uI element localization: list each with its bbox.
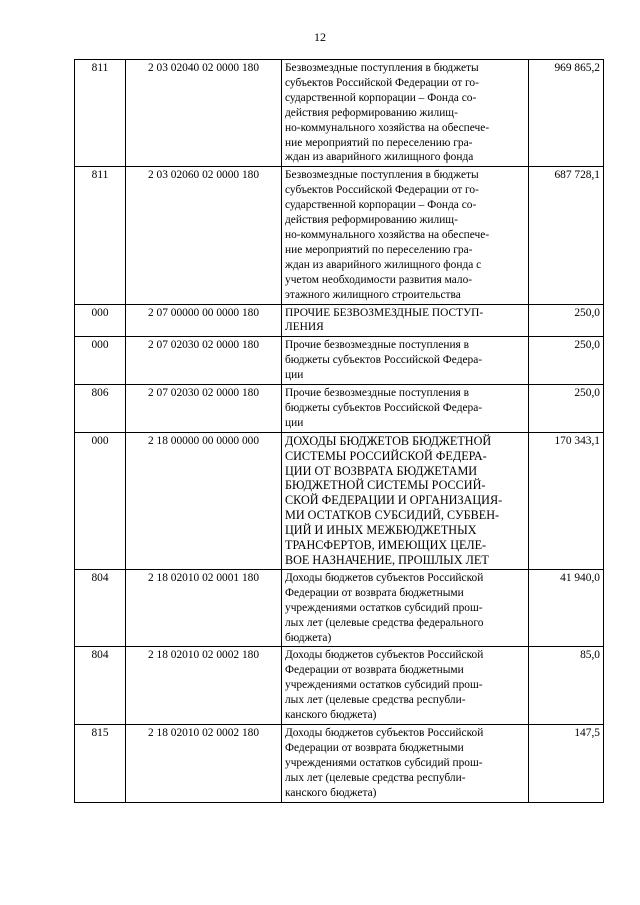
description-line: Безвозмездные поступления в бюджеты bbox=[285, 169, 479, 182]
revenue-description-cell bbox=[282, 569, 529, 647]
amount-cell: 250,0 bbox=[529, 385, 604, 433]
classification-code-cell: 2 18 02010 02 0002 180 bbox=[126, 647, 282, 725]
amount-cell: 147,5 bbox=[529, 724, 604, 802]
description-line: субъектов Российской Федерации от го- bbox=[285, 184, 479, 197]
table-row bbox=[75, 304, 604, 337]
description-line: учреждениями остатков субсидий прош- bbox=[285, 601, 483, 614]
classification-code-cell: 2 18 02010 02 0002 180 bbox=[126, 724, 282, 802]
admin-code-cell: 804 bbox=[75, 569, 126, 647]
classification-code-cell: 2 18 02010 02 0001 180 bbox=[126, 569, 282, 647]
description-line: учреждениями остатков субсидий прош- bbox=[285, 756, 483, 769]
description-line: действия реформированию жилищ- bbox=[285, 106, 458, 119]
description-line: Безвозмездные поступления в бюджеты bbox=[285, 62, 479, 74]
amount-cell: 687 728,1 bbox=[529, 167, 604, 304]
revenue-description-cell bbox=[282, 432, 529, 569]
revenue-description-cell bbox=[282, 724, 529, 802]
description-line: ние мероприятий по переселению гра- bbox=[285, 243, 473, 256]
description-line: канского бюджета) bbox=[285, 786, 377, 799]
description-line: но-коммунального хозяйства на обеспече- bbox=[285, 121, 490, 134]
revenue-description-cell bbox=[282, 385, 529, 433]
description-line: учреждениями остатков субсидий прош- bbox=[285, 679, 483, 692]
admin-code-cell: 815 bbox=[75, 724, 126, 802]
description-line: бюджеты субъектов Российской Федера- bbox=[285, 354, 483, 367]
description-line: действия реформированию жилищ- bbox=[285, 214, 458, 227]
description-line: ВОЕ НАЗНАЧЕНИЕ, ПРОШЛЫХ ЛЕТ bbox=[285, 553, 489, 567]
admin-code-cell: 811 bbox=[75, 167, 126, 304]
amount-cell: 85,0 bbox=[529, 647, 604, 725]
description-line: ждан из аварийного жилищного фонда с bbox=[285, 258, 482, 271]
classification-code-cell: 2 03 02060 02 0000 180 bbox=[126, 167, 282, 304]
amount-cell: 250,0 bbox=[529, 304, 604, 337]
description-line: субъектов Российской Федерации от го- bbox=[285, 76, 479, 89]
table-row bbox=[75, 60, 604, 167]
description-line: учетом необходимости развития мало- bbox=[285, 273, 473, 286]
admin-code-cell: 000 bbox=[75, 432, 126, 569]
description-line: ждан из аварийного жилищного фонда bbox=[285, 151, 474, 164]
description-line: этажного жилищного строительства bbox=[285, 288, 461, 301]
revenue-description-cell bbox=[282, 167, 529, 304]
table-row bbox=[75, 569, 604, 647]
description-line: СКОЙ ФЕДЕРАЦИИ И ОРГАНИЗАЦИЯ- bbox=[285, 493, 503, 508]
description-line: Доходы бюджетов субъектов Российской bbox=[285, 571, 484, 584]
admin-code-cell: 811 bbox=[75, 60, 126, 167]
description-line: ние мероприятий по переселению гра- bbox=[285, 136, 473, 149]
description-line: лых лет (целевые средства республи- bbox=[285, 694, 466, 707]
description-line: лых лет (целевые средства федерального bbox=[285, 616, 484, 629]
admin-code-cell: 806 bbox=[75, 385, 126, 433]
table-row bbox=[75, 337, 604, 385]
description-line: ЦИЙ И ИНЫХ МЕЖБЮДЖЕТНЫХ bbox=[285, 523, 477, 538]
description-line: лых лет (целевые средства республи- bbox=[285, 771, 466, 784]
table-row bbox=[75, 647, 604, 725]
description-line: Доходы бюджетов субъектов Российской bbox=[285, 649, 484, 662]
description-line: ТРАНСФЕРТОВ, ИМЕЮЩИХ ЦЕЛЕ- bbox=[285, 538, 487, 553]
classification-code-cell: 2 07 02030 02 0000 180 bbox=[126, 337, 282, 385]
description-line: бюджета) bbox=[285, 631, 332, 644]
description-line: Прочие безвозмездные поступления в bbox=[285, 339, 470, 352]
description-line: ции bbox=[285, 416, 304, 429]
amount-cell: 41 940,0 bbox=[529, 569, 604, 647]
amount-cell: 250,0 bbox=[529, 337, 604, 385]
description-line: бюджеты субъектов Российской Федера- bbox=[285, 401, 483, 414]
description-line: СИСТЕМЫ РОССИЙСКОЙ ФЕДЕРА- bbox=[285, 448, 487, 463]
description-line: но-коммунального хозяйства на обеспече- bbox=[285, 228, 490, 241]
description-line: ЦИИ ОТ ВОЗВРАТА БЮДЖЕТАМИ bbox=[285, 463, 478, 478]
table-row bbox=[75, 385, 604, 433]
description-line: Прочие безвозмездные поступления в bbox=[285, 387, 470, 400]
table-body bbox=[75, 60, 604, 803]
budget-revenue-table bbox=[74, 59, 604, 803]
description-line: Доходы бюджетов субъектов Российской bbox=[285, 726, 484, 739]
description-line: Федерации от возврата бюджетными bbox=[285, 741, 464, 754]
table-row bbox=[75, 432, 604, 569]
admin-code-cell: 000 bbox=[75, 304, 126, 337]
classification-code-cell: 2 03 02040 02 0000 180 bbox=[126, 60, 282, 167]
table-row bbox=[75, 724, 604, 802]
description-line: Федерации от возврата бюджетными bbox=[285, 586, 464, 599]
revenue-description-cell bbox=[282, 60, 529, 167]
classification-code-cell: 2 07 00000 00 0000 180 bbox=[126, 304, 282, 337]
description-line: БЮДЖЕТНОЙ СИСТЕМЫ РОССИЙ- bbox=[285, 478, 486, 493]
description-line: канского бюджета) bbox=[285, 709, 377, 722]
amount-cell: 969 865,2 bbox=[529, 60, 604, 167]
page-number: 12 bbox=[314, 30, 326, 44]
description-line: ции bbox=[285, 369, 304, 382]
revenue-description-cell bbox=[282, 647, 529, 725]
classification-code-cell: 2 07 02030 02 0000 180 bbox=[126, 385, 282, 433]
classification-code-cell: 2 18 00000 00 0000 000 bbox=[126, 432, 282, 569]
revenue-description-cell bbox=[282, 337, 529, 385]
description-line: Федерации от возврата бюджетными bbox=[285, 664, 464, 677]
description-line: ЛЕНИЯ bbox=[285, 321, 324, 334]
table-row bbox=[75, 167, 604, 304]
description-line: сударственной корпорации – Фонда со- bbox=[285, 91, 477, 104]
description-line: ДОХОДЫ БЮДЖЕТОВ БЮДЖЕТНОЙ bbox=[285, 433, 492, 448]
description-line: сударственной корпорации – Фонда со- bbox=[285, 199, 477, 212]
admin-code-cell: 804 bbox=[75, 647, 126, 725]
amount-cell: 170 343,1 bbox=[529, 432, 604, 569]
description-line: МИ ОСТАТКОВ СУБСИДИЙ, СУБВЕН- bbox=[285, 508, 500, 523]
admin-code-cell: 000 bbox=[75, 337, 126, 385]
description-line: ПРОЧИЕ БЕЗВОЗМЕЗДНЫЕ ПОСТУП- bbox=[285, 306, 484, 319]
revenue-description-cell bbox=[282, 304, 529, 337]
